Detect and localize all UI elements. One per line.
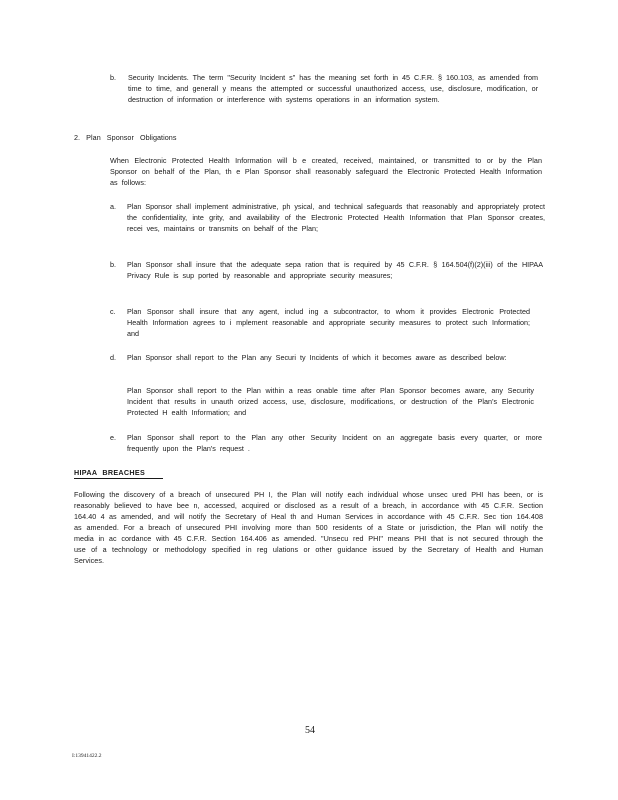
obligation-item-d-detail: Plan Sponsor shall report to the Plan within a reas onable time after Plan Sponsor becomes aware, any Security Incident that results in unauth orized access, use, disclosure, modifications, or destruction of the Plan's Electronic Protected H ealth Information; and bbox=[127, 386, 534, 417]
item-text: Plan Sponsor shall insure that the adequate sepa ration that is required by 45 C.F.R. § 164.504(f)(2)(iii) of the HIPAA Privacy Rule is sup ported by reasonable and appropriate security measures; bbox=[127, 260, 543, 280]
section-2-intro: When Electronic Protected Health Information will b e created, received, maintained, or transmitted to or by the Plan Sponsor on behalf of the Plan, th e Plan Sponsor shall reasonably safeguard the Electronic Protected Health Information as follows: bbox=[110, 156, 542, 187]
item-label: b. bbox=[110, 260, 116, 269]
obligation-item-c bbox=[110, 306, 530, 339]
item-label: e. bbox=[110, 433, 116, 442]
obligation-item-d bbox=[110, 352, 538, 363]
page-number: 54 bbox=[305, 725, 315, 736]
item-text: Plan Sponsor shall report to the Plan any Securi ty Incidents of which it becomes aware as described below: bbox=[127, 353, 507, 362]
heading-underline bbox=[74, 478, 163, 479]
item-text: Plan Sponsor shall report to the Plan any other Security Incident on an aggregate basis every quarter, or more frequently upon the Plan's request . bbox=[127, 433, 542, 453]
document-id: I:13941422.2 bbox=[72, 753, 102, 759]
obligation-item-e bbox=[110, 432, 542, 454]
item-label: c. bbox=[110, 307, 116, 316]
item-text: Security Incidents. The term "Security Incident s" has the meaning set forth in 45 C.F.R. § 160.103, as amended from time to time, and generall y means the attempted or successful unauthorized access, use, disclosure, modification, or destruction of information or interference with systems operations in an information system. bbox=[128, 73, 538, 104]
obligation-item-b bbox=[110, 259, 543, 281]
item-label: b. bbox=[110, 73, 116, 82]
security-incidents-definition bbox=[110, 72, 538, 105]
section-2-title: Plan Sponsor Obligations bbox=[86, 133, 177, 142]
section-2-title-line bbox=[74, 132, 374, 143]
section-2-number: 2. bbox=[74, 133, 81, 142]
item-label: a. bbox=[110, 202, 116, 211]
item-label: d. bbox=[110, 353, 116, 362]
hipaa-breaches-paragraph: Following the discovery of a breach of unsecured PH I, the Plan will notify each individual whose unsec ured PHI has been, or is reasonably believed to have bee n, accessed, acquired or disclosed as a result of a breach, in accordance with 45 C.F.R. Section 164.40 4 as amended, and will notify the Secretary of Heal th and Human Services in accordance with 45 C.F.R. Sec tion 164.408 as amended. For a breach of unsecured PHI involving more than 500 residents of a State or jurisdiction, the Plan will notify the media in ac cordance with 45 C.F.R. Section 164.406 as amended. "Unsecu red PHI" means PHI that is not secured through the use of a technology or methodology specified in reg ulations or other guidance issued by the Secretary of Health and Human Services. bbox=[74, 490, 543, 565]
item-text: Plan Sponsor shall implement administrative, ph ysical, and technical safeguards that reasonably and appropriately protect the confidentiality, inte grity, and availability of the Electronic Protected Health Information that Plan Sponsor creates, recei ves, maintains or transmits on behalf of the Plan; bbox=[127, 202, 545, 233]
item-text: Plan Sponsor shall insure that any agent, includ ing a subcontractor, to whom it provides Electronic Protected Health Information agrees to i mplement reasonable and appropriate security measures to protect such Information; and bbox=[127, 307, 530, 338]
hipaa-breaches-heading: HIPAA BREACHES bbox=[74, 468, 146, 477]
obligation-item-a bbox=[110, 201, 545, 234]
